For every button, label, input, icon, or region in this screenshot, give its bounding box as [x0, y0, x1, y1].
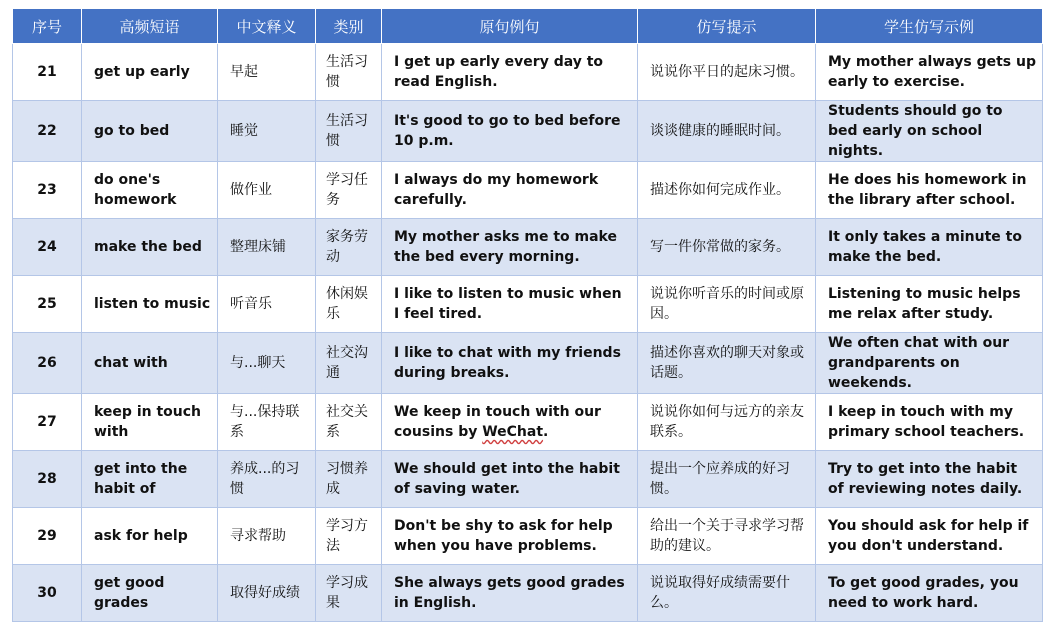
- cell-phrase: listen to music: [82, 276, 218, 333]
- table-row: [13, 219, 1043, 276]
- header-phrase: 高频短语: [82, 9, 218, 44]
- cell-hint: 写一件你常做的家务。: [638, 219, 816, 276]
- cell-example: I like to listen to music when I feel tired.: [382, 276, 638, 333]
- cell-phrase: keep in touch with: [82, 394, 218, 451]
- cell-category: 学习成果: [316, 565, 382, 622]
- header-student: 学生仿写示例: [816, 9, 1043, 44]
- header-category: 类别: [316, 9, 382, 44]
- cell-meaning: 取得好成绩: [218, 565, 316, 622]
- cell-student: He does his homework in the library after school.: [816, 162, 1043, 219]
- header-meaning: 中文释义: [218, 9, 316, 44]
- cell-meaning: 睡觉: [218, 101, 316, 162]
- cell-meaning: 做作业: [218, 162, 316, 219]
- cell-hint: 说说你平日的起床习惯。: [638, 44, 816, 101]
- cell-hint: 说说你听音乐的时间或原因。: [638, 276, 816, 333]
- cell-category: 生活习惯: [316, 101, 382, 162]
- table-row: [13, 162, 1043, 219]
- cell-example: I always do my homework carefully.: [382, 162, 638, 219]
- cell-num: 28: [13, 451, 82, 508]
- cell-num: 29: [13, 508, 82, 565]
- cell-num: 30: [13, 565, 82, 622]
- cell-example: I like to chat with my friends during breaks.: [382, 333, 638, 394]
- cell-phrase: get up early: [82, 44, 218, 101]
- cell-num: 26: [13, 333, 82, 394]
- cell-hint: 提出一个应养成的好习惯。: [638, 451, 816, 508]
- cell-num: 23: [13, 162, 82, 219]
- table-row: [13, 101, 1043, 162]
- cell-num: 24: [13, 219, 82, 276]
- cell-category: 学习方法: [316, 508, 382, 565]
- example-text: We keep in touch with our cousins by: [394, 404, 601, 440]
- cell-num: 27: [13, 394, 82, 451]
- cell-example: We should get into the habit of saving water.: [382, 451, 638, 508]
- cell-student: You should ask for help if you don't understand.: [816, 508, 1043, 565]
- cell-student: My mother always gets up early to exercise.: [816, 44, 1043, 101]
- cell-category: 学习任务: [316, 162, 382, 219]
- cell-student: I keep in touch with my primary school teachers.: [816, 394, 1043, 451]
- cell-hint: 描述你喜欢的聊天对象或话题。: [638, 333, 816, 394]
- table-row: [13, 451, 1043, 508]
- table-row: [13, 333, 1043, 394]
- table-row: [13, 44, 1043, 101]
- cell-category: 休闲娱乐: [316, 276, 382, 333]
- cell-category: 社交沟通: [316, 333, 382, 394]
- phrase-table-container: [12, 8, 1043, 622]
- cell-example: My mother asks me to make the bed every morning.: [382, 219, 638, 276]
- cell-hint: 描述你如何完成作业。: [638, 162, 816, 219]
- cell-student: To get good grades, you need to work hard.: [816, 565, 1043, 622]
- cell-hint: 谈谈健康的睡眠时间。: [638, 101, 816, 162]
- cell-example: I get up early every day to read English.: [382, 44, 638, 101]
- cell-hint: 说说你如何与远方的亲友联系。: [638, 394, 816, 451]
- cell-student: Students should go to bed early on school nights.: [816, 101, 1043, 162]
- table-row: [13, 508, 1043, 565]
- header-row: [13, 9, 1043, 44]
- cell-student: Listening to music helps me relax after study.: [816, 276, 1043, 333]
- cell-phrase: do one's homework: [82, 162, 218, 219]
- cell-category: 生活习惯: [316, 44, 382, 101]
- cell-student: We often chat with our grandparents on weekends.: [816, 333, 1043, 394]
- cell-num: 22: [13, 101, 82, 162]
- cell-phrase: make the bed: [82, 219, 218, 276]
- cell-student: It only takes a minute to make the bed.: [816, 219, 1043, 276]
- table-row: [13, 565, 1043, 622]
- cell-num: 25: [13, 276, 82, 333]
- cell-category: 家务劳动: [316, 219, 382, 276]
- cell-meaning: 与...聊天: [218, 333, 316, 394]
- cell-category: 社交关系: [316, 394, 382, 451]
- cell-phrase: get into the habit of: [82, 451, 218, 508]
- cell-meaning: 早起: [218, 44, 316, 101]
- cell-student: Try to get into the habit of reviewing notes daily.: [816, 451, 1043, 508]
- cell-hint: 说说取得好成绩需要什么。: [638, 565, 816, 622]
- cell-num: 21: [13, 44, 82, 101]
- cell-meaning: 养成...的习惯: [218, 451, 316, 508]
- cell-example: [382, 394, 638, 451]
- example-text-end: .: [543, 424, 549, 440]
- cell-phrase: go to bed: [82, 101, 218, 162]
- cell-phrase: get good grades: [82, 565, 218, 622]
- cell-phrase: chat with: [82, 333, 218, 394]
- cell-meaning: 听音乐: [218, 276, 316, 333]
- cell-example: She always gets good grades in English.: [382, 565, 638, 622]
- table-row: [13, 394, 1043, 451]
- cell-meaning: 寻求帮助: [218, 508, 316, 565]
- table-row: [13, 276, 1043, 333]
- cell-example: It's good to go to bed before 10 p.m.: [382, 101, 638, 162]
- cell-category: 习惯养成: [316, 451, 382, 508]
- cell-meaning: 与...保持联系: [218, 394, 316, 451]
- header-num: 序号: [13, 9, 82, 44]
- spellcheck-word: WeChat: [482, 424, 544, 440]
- cell-phrase: ask for help: [82, 508, 218, 565]
- cell-hint: 给出一个关于寻求学习帮助的建议。: [638, 508, 816, 565]
- cell-meaning: 整理床铺: [218, 219, 316, 276]
- cell-example: Don't be shy to ask for help when you have problems.: [382, 508, 638, 565]
- header-hint: 仿写提示: [638, 9, 816, 44]
- phrase-table: [12, 8, 1043, 622]
- header-example: 原句例句: [382, 9, 638, 44]
